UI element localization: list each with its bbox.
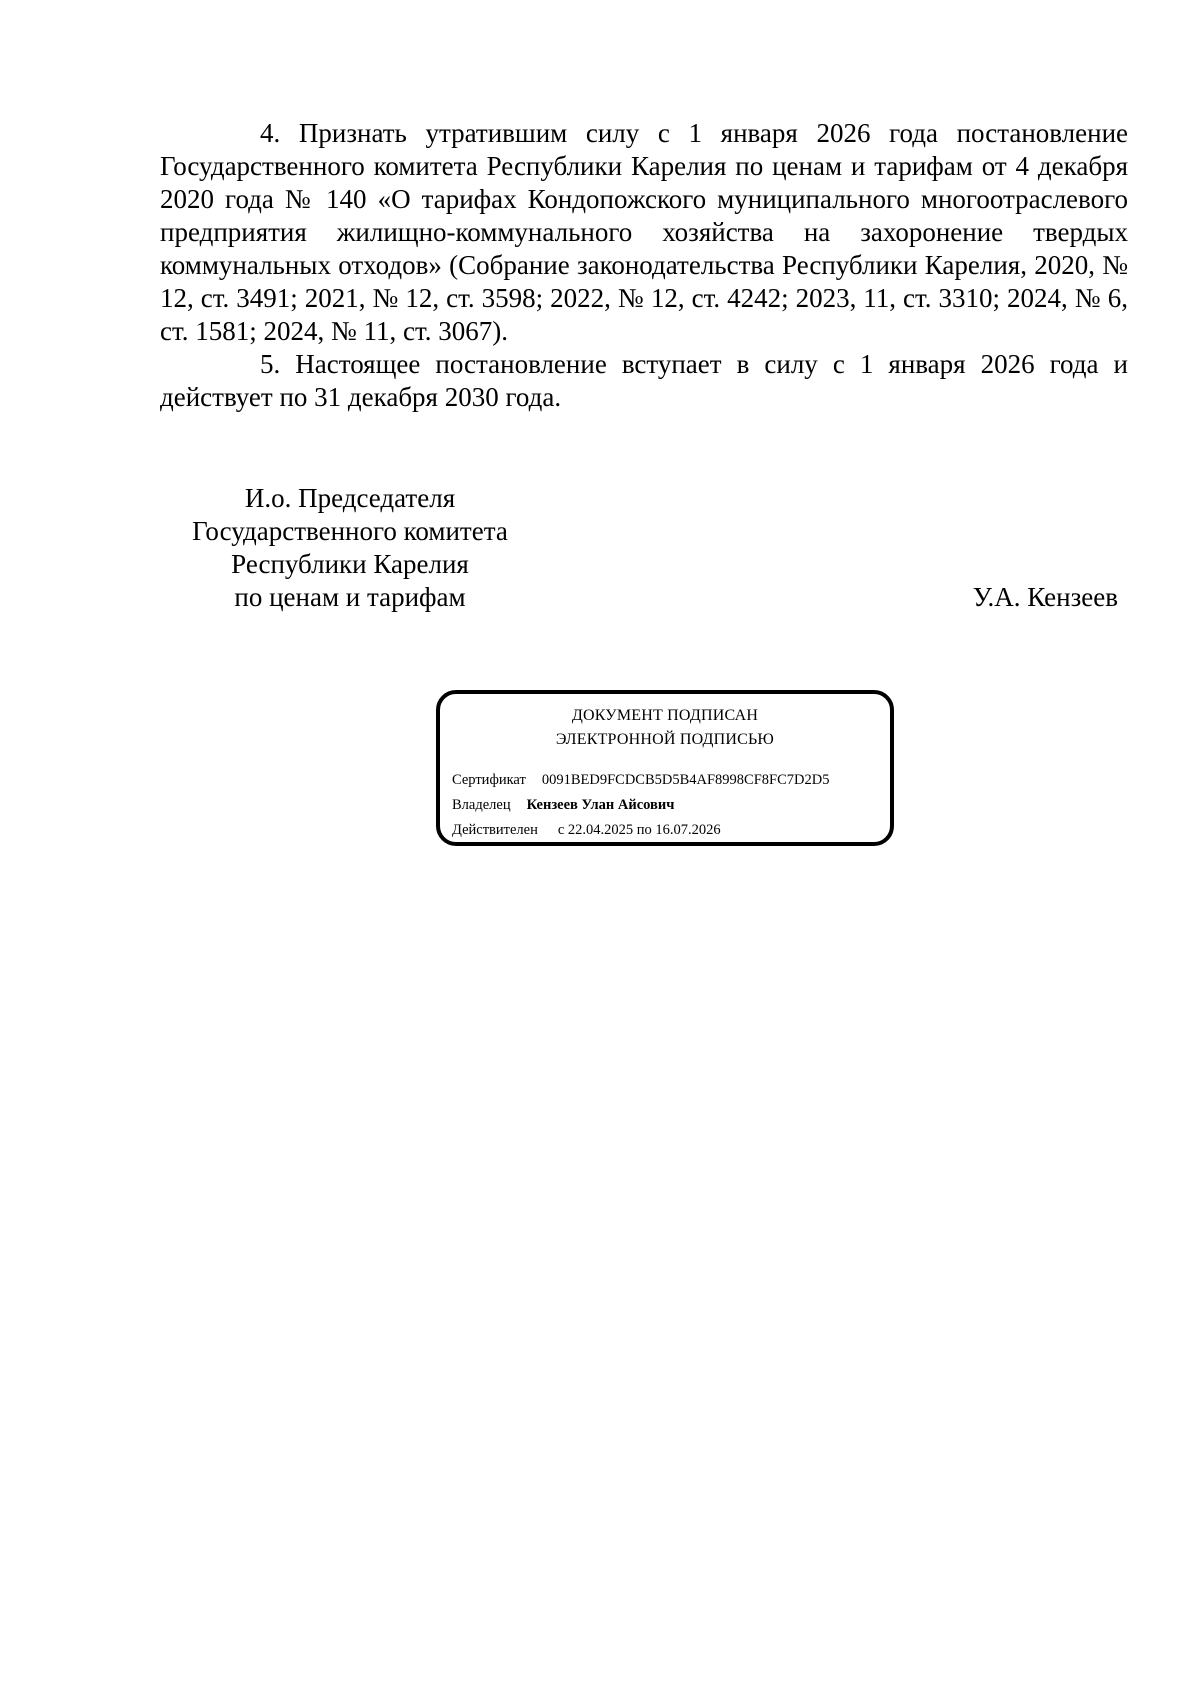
document-body [160, 117, 1128, 414]
signer-position-line: Республики Карелия [231, 549, 469, 579]
stamp-header-line: ДОКУМЕНТ ПОДПИСАН [571, 707, 759, 724]
signer-position-line: И.о. Председателя [244, 483, 456, 513]
signer-position [160, 482, 540, 614]
certificate-value: 0091BED9FCDCB5D5B4AF8998CF8FC7D2D5 [541, 772, 830, 788]
owner-label: Владелец [452, 797, 511, 813]
stamp-owner-row [452, 795, 674, 815]
stamp-certificate-row [452, 770, 829, 790]
validity-value: с 22.04.2025 по 16.07.2026 [557, 822, 721, 838]
stamp-header-line: ЭЛЕКТРОННОЙ ПОДПИСЬЮ [555, 731, 775, 748]
paragraph-5: 5. Настоящее постановление вступает в силу с 1 января 2026 года и действует по 31 декабря 2030 года. [160, 349, 1128, 412]
owner-value: Кензеев Улан Айсович [526, 797, 675, 813]
paragraph-4: 4. Признать утратившим силу с 1 января 2026 года постановление Государственного комитета Республики Карелия по ценам и тарифам от 4 декабря 2020 года № 140 «О тарифах Кондопожского муниципального многоотраслевого предприятия жилищно-коммунального хозяйства на захоронение твердых коммунальных отходов» (Собрание законодательства Республики Карелия, 2020, № 12, ст. 3491; 2021, № 12, ст. 3598; 2022, № 12, ст. 4242; 2023, 11, ст. 3310; 2024, № 6, ст. 1581; 2024, № 11, ст. 3067). [160, 118, 1128, 346]
validity-label: Действителен [452, 822, 538, 838]
stamp-header [440, 704, 890, 752]
signer-position-line: Государственного комитета [192, 516, 508, 546]
e-signature-stamp [436, 690, 894, 846]
stamp-validity-row [452, 820, 721, 840]
signer-name: У.А. Кензеев [972, 582, 1118, 612]
certificate-label: Сертификат [452, 772, 526, 788]
signer-position-line: по ценам и тарифам [234, 582, 466, 612]
